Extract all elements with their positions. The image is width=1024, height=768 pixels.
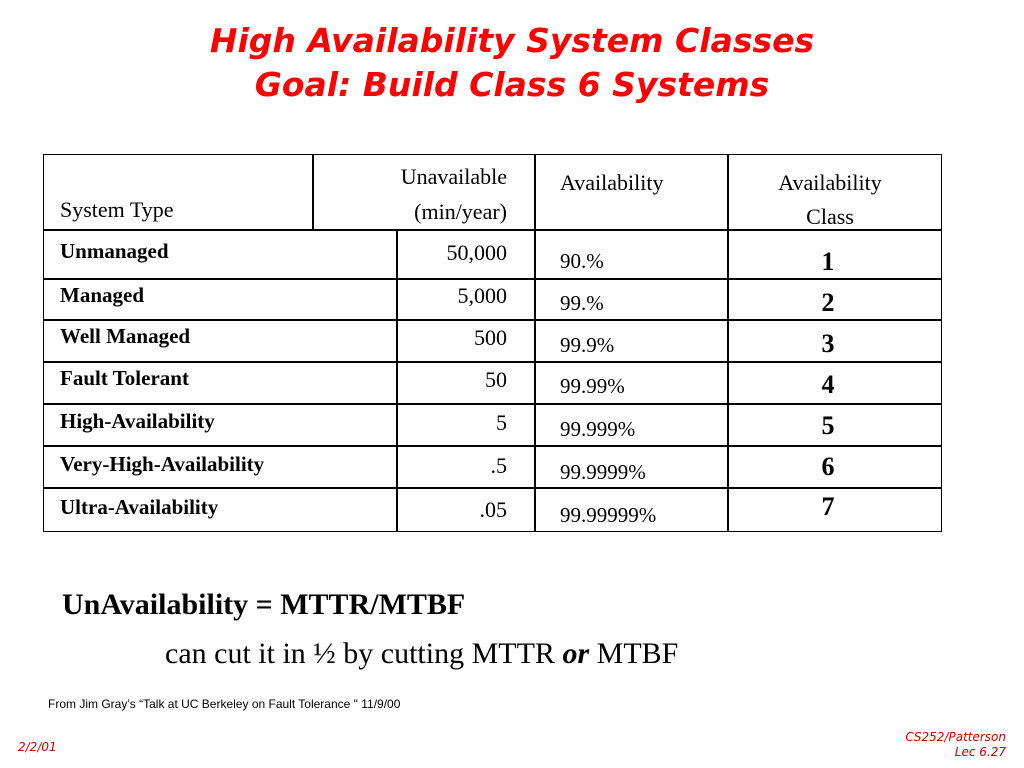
row-divider bbox=[43, 487, 942, 489]
header-availability: Availability bbox=[560, 170, 664, 195]
table-row-system: Managed bbox=[60, 283, 144, 307]
table-row-system: High-Availability bbox=[60, 409, 215, 433]
table-row-unavailable: .05 bbox=[479, 497, 507, 522]
table-row-system: Fault Tolerant bbox=[60, 366, 189, 390]
table-row-system: Very-High-Availability bbox=[60, 452, 265, 476]
slide-title: High Availability System Classes bbox=[209, 21, 815, 60]
footer-date: 2/2/01 bbox=[18, 740, 57, 754]
row-divider bbox=[43, 278, 942, 280]
header-system-type: System Type bbox=[60, 197, 174, 222]
table-row-unavailable: 5,000 bbox=[457, 283, 507, 308]
table-row-availability: 99.9999% bbox=[560, 460, 646, 484]
header-availability-class: Availability bbox=[778, 170, 882, 195]
table-row-availability: 99.% bbox=[560, 291, 604, 315]
table-row-availability: 99.999% bbox=[560, 417, 636, 441]
table-row-class: 1 bbox=[821, 247, 835, 276]
table-row-system: Well Managed bbox=[60, 324, 191, 348]
header-availability-class-2: Class bbox=[806, 204, 854, 229]
table-row-availability: 99.9% bbox=[560, 333, 615, 357]
table-row-system: Ultra-Availability bbox=[60, 495, 219, 519]
slide-subtitle: Goal: Build Class 6 Systems bbox=[254, 65, 770, 104]
table-row-unavailable: 50 bbox=[485, 367, 507, 392]
unavailability-formula: UnAvailability = MTTR/MTBF bbox=[62, 588, 466, 621]
source-citation: From Jim Gray’s “Talk at UC Berkeley on Fault Tolerance " 11/9/00 bbox=[48, 697, 401, 711]
table-row-unavailable: 50,000 bbox=[446, 240, 507, 265]
table-row-class: 4 bbox=[821, 370, 835, 399]
table-row-unavailable: .5 bbox=[490, 453, 507, 478]
table-row-availability: 90.% bbox=[560, 249, 604, 273]
footer-course-name: CS252/Patterson bbox=[905, 730, 1006, 744]
footer-course bbox=[905, 730, 1006, 760]
formula-note-prefix: can cut it in ½ by cutting MTTR bbox=[165, 637, 563, 670]
row-divider bbox=[43, 445, 942, 447]
table-row-unavailable: 500 bbox=[474, 325, 507, 350]
table-row-class: 7 bbox=[821, 492, 835, 521]
formula-note bbox=[165, 636, 678, 672]
table-row-class: 6 bbox=[821, 452, 835, 481]
table-row-class: 5 bbox=[821, 411, 835, 440]
table-row-system: Unmanaged bbox=[60, 239, 169, 263]
formula-note-suffix: MTBF bbox=[589, 637, 679, 670]
row-divider bbox=[43, 361, 942, 363]
table-row-class: 2 bbox=[821, 288, 835, 317]
row-divider bbox=[43, 319, 942, 321]
row-divider bbox=[43, 403, 942, 405]
header-unavailable: Unavailable bbox=[400, 164, 507, 189]
table-row-unavailable: 5 bbox=[496, 410, 507, 435]
table-row-availability: 99.99999% bbox=[560, 503, 657, 527]
formula-note-emphasis: or bbox=[562, 637, 590, 670]
header-unavailable-unit: (min/year) bbox=[414, 199, 507, 224]
footer-lecture: Lec 6.27 bbox=[954, 745, 1006, 759]
table-row-class: 3 bbox=[821, 329, 835, 358]
table-row-availability: 99.99% bbox=[560, 374, 625, 398]
column-divider bbox=[534, 154, 536, 532]
